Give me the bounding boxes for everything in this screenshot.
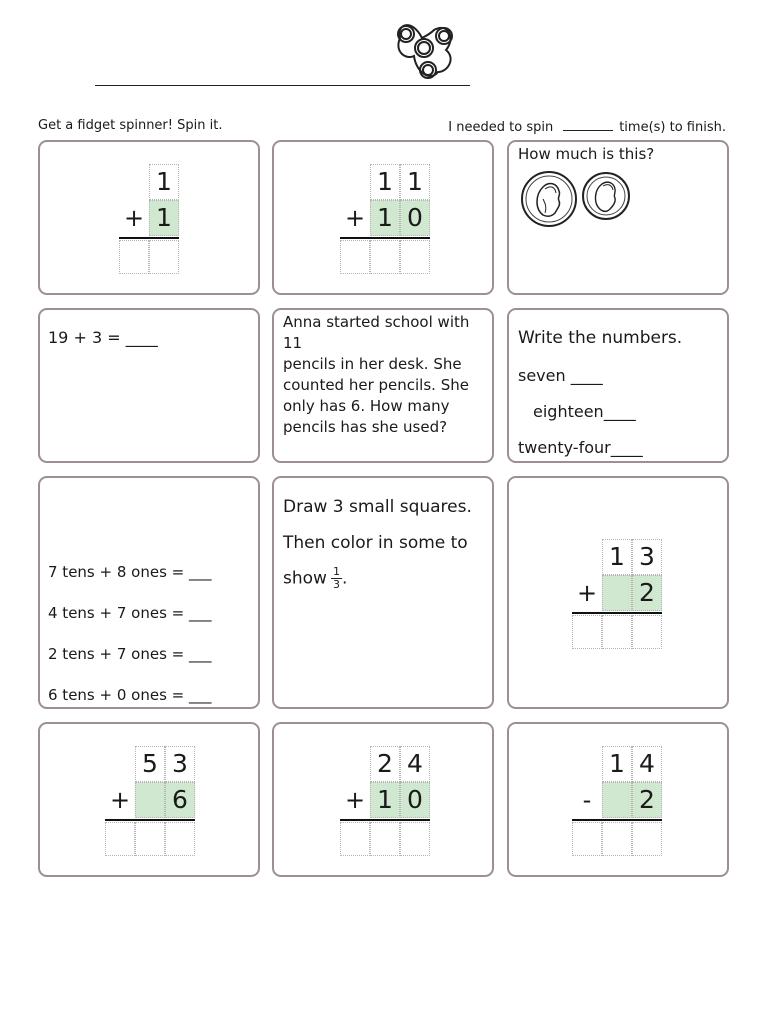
problem-card-7: [38, 476, 260, 709]
place-value-item: 4 tens + 7 ones = ___: [48, 604, 212, 622]
sum-line: [340, 237, 430, 239]
word-problem-line: only has 6. How many: [283, 397, 450, 415]
answer-cell[interactable]: [370, 240, 400, 274]
answer-cell[interactable]: [572, 615, 602, 649]
problem-card-10: [38, 722, 260, 877]
grid-cell: [135, 782, 165, 818]
answer-cell[interactable]: [149, 240, 179, 274]
place-value-item: 2 tens + 7 ones = ___: [48, 645, 212, 663]
bottom-ones-digit: 1: [156, 203, 172, 232]
operator: +: [344, 786, 366, 814]
problem-card-4: [38, 308, 260, 463]
spin-count-label: I needed to spin: [448, 120, 554, 135]
operator: -: [582, 786, 592, 814]
answer-cell[interactable]: [400, 822, 430, 856]
sum-line: [340, 819, 430, 821]
sum-line: [119, 237, 179, 239]
top-ones-digit: 3: [639, 542, 655, 571]
grid-cell: [602, 575, 632, 611]
operator: +: [123, 204, 145, 232]
bottom-tens-digit: 1: [377, 785, 393, 814]
addition-equation: 19 + 3 = ____: [48, 328, 158, 347]
word-problem-line: pencils has she used?: [283, 418, 448, 436]
problem-card-3: [507, 140, 729, 295]
top-ones-digit: 1: [407, 167, 423, 196]
answer-cell[interactable]: [602, 615, 632, 649]
top-ones-digit: 4: [407, 749, 423, 778]
spin-count-suffix: time(s) to finish.: [619, 120, 726, 135]
answer-cell[interactable]: [135, 822, 165, 856]
answer-cell[interactable]: [602, 822, 632, 856]
word-problem-line: counted her pencils. She: [283, 376, 469, 394]
fraction-denominator: 3: [332, 578, 340, 591]
answer-cell[interactable]: [572, 822, 602, 856]
fraction: [331, 566, 342, 591]
answer-cell[interactable]: [632, 822, 662, 856]
bottom-ones-digit: 2: [639, 578, 655, 607]
sum-line: [572, 612, 662, 614]
word-problem-line: pencils in her desk. She: [283, 355, 462, 373]
place-value-item: 7 tens + 8 ones = ___: [48, 563, 212, 581]
number-word-item: twenty-four____: [518, 438, 643, 457]
number-word-item: seven ____: [518, 366, 603, 385]
number-word-item: eighteen____: [533, 402, 636, 421]
write-numbers-title: Write the numbers.: [518, 328, 683, 348]
answer-cell[interactable]: [340, 822, 370, 856]
grid-cell: [602, 782, 632, 818]
bottom-ones-digit: 0: [407, 785, 423, 814]
bottom-ones-digit: 6: [172, 785, 188, 814]
coin-question: How much is this?: [518, 145, 655, 163]
problem-card-2: [272, 140, 494, 295]
word-problem: [283, 312, 492, 438]
operator: +: [109, 786, 131, 814]
top-tens-digit: 5: [142, 749, 158, 778]
top-ones-digit: 4: [639, 749, 655, 778]
fraction-numerator: 1: [332, 565, 340, 578]
answer-cell[interactable]: [105, 822, 135, 856]
problem-card-5: [272, 308, 494, 463]
problem-card-11: [272, 722, 494, 877]
operator: +: [344, 204, 366, 232]
top-tens-digit: 1: [609, 542, 625, 571]
problem-card-6: [507, 308, 729, 463]
bottom-ones-digit: 0: [407, 203, 423, 232]
bottom-tens-digit: 1: [377, 203, 393, 232]
answer-cell[interactable]: [400, 240, 430, 274]
top-tens-digit: 2: [377, 749, 393, 778]
problem-card-9: [507, 476, 729, 709]
fidget-spinner-icon: [386, 16, 458, 86]
spin-count-blank[interactable]: [563, 118, 613, 131]
operator: +: [576, 579, 598, 607]
problem-card-8: [272, 476, 494, 709]
top-tens-digit: 1: [609, 749, 625, 778]
place-value-item: 6 tens + 0 ones = ___: [48, 686, 212, 704]
fraction-instruction-show: [283, 566, 347, 591]
answer-cell[interactable]: [340, 240, 370, 274]
spin-count-text: [448, 118, 726, 135]
top-ones-digit: 3: [172, 749, 188, 778]
problem-card-1: [38, 140, 260, 295]
answer-cell[interactable]: [165, 822, 195, 856]
problem-card-12: [507, 722, 729, 877]
dime-icon: [581, 170, 631, 222]
period: .: [341, 568, 348, 589]
instructions-text: Get a fidget spinner! Spin it.: [38, 118, 223, 133]
nickel-icon: [521, 169, 577, 229]
difference-line: [572, 819, 662, 821]
fraction-instruction: Draw 3 small squares.: [283, 497, 472, 517]
answer-cell[interactable]: [119, 240, 149, 274]
top-tens-digit: 1: [377, 167, 393, 196]
word-problem-line: Anna started school with 11: [283, 313, 470, 352]
bottom-ones-digit: 2: [639, 785, 655, 814]
fraction-instruction: Then color in some to: [283, 533, 468, 553]
show-label: show: [283, 568, 327, 589]
top-ones-digit: 1: [156, 167, 172, 196]
answer-cell[interactable]: [370, 822, 400, 856]
sum-line: [105, 819, 195, 821]
answer-cell[interactable]: [632, 615, 662, 649]
